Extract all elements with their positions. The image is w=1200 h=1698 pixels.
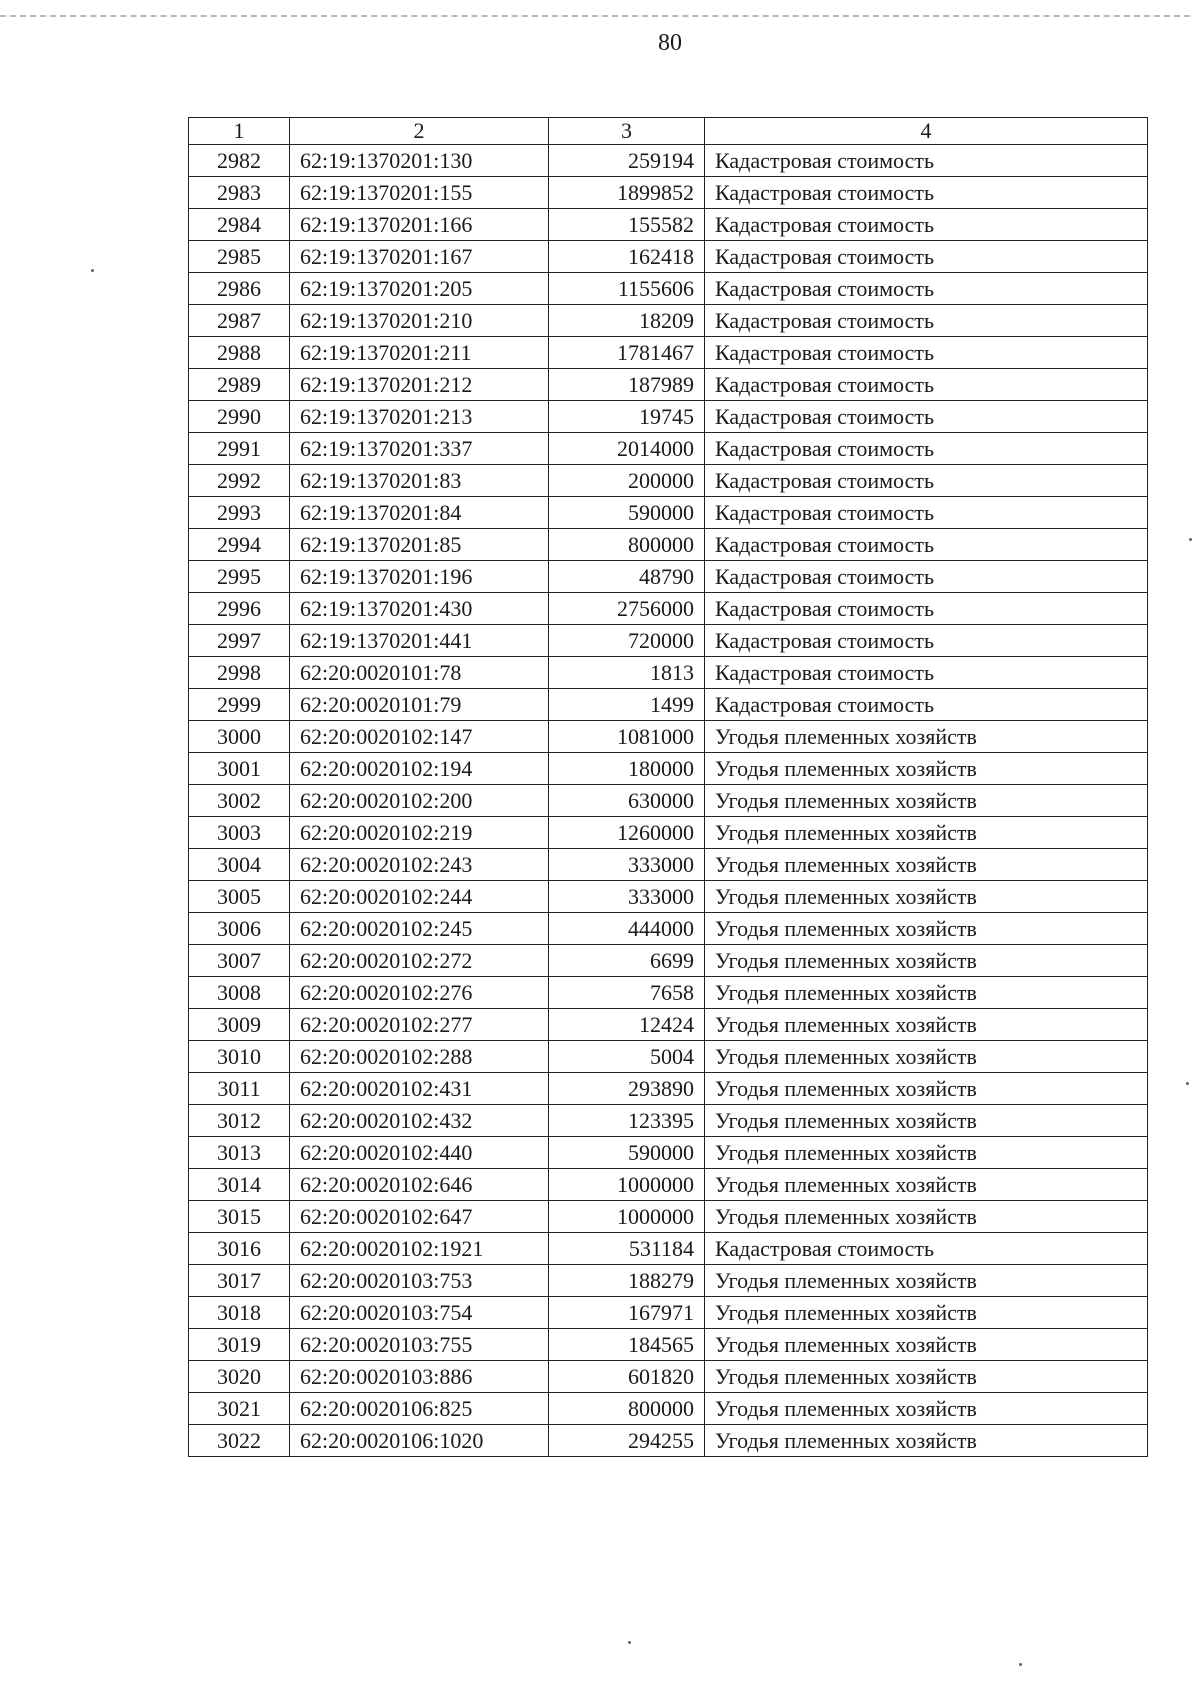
table-row (189, 273, 1148, 305)
row-number: 2996 (189, 593, 290, 625)
table-row (189, 1137, 1148, 1169)
description-cell: Угодья племенных хозяйств (705, 1137, 1148, 1169)
value-cell: 444000 (549, 913, 705, 945)
description-cell: Угодья племенных хозяйств (705, 881, 1148, 913)
value-cell: 294255 (549, 1425, 705, 1457)
value-cell: 187989 (549, 369, 705, 401)
row-number: 3002 (189, 785, 290, 817)
row-number: 3021 (189, 1393, 290, 1425)
description-cell: Угодья племенных хозяйств (705, 1073, 1148, 1105)
value-cell: 1899852 (549, 177, 705, 209)
value-cell: 1499 (549, 689, 705, 721)
cadastral-number: 62:20:0020103:886 (290, 1361, 549, 1393)
scan-speck (628, 1641, 631, 1644)
table-row (189, 1009, 1148, 1041)
row-number: 2982 (189, 145, 290, 177)
table-row (189, 1297, 1148, 1329)
value-cell: 630000 (549, 785, 705, 817)
cadastral-number: 62:19:1370201:213 (290, 401, 549, 433)
header-col-2: 2 (290, 118, 549, 145)
cadastral-number: 62:20:0020102:276 (290, 977, 549, 1009)
description-cell: Угодья племенных хозяйств (705, 785, 1148, 817)
table-row (189, 337, 1148, 369)
value-cell: 7658 (549, 977, 705, 1009)
table-row (189, 561, 1148, 593)
description-cell: Угодья племенных хозяйств (705, 1169, 1148, 1201)
table-row (189, 1265, 1148, 1297)
row-number: 3015 (189, 1201, 290, 1233)
description-cell: Кадастровая стоимость (705, 433, 1148, 465)
description-cell: Кадастровая стоимость (705, 305, 1148, 337)
cadastral-number: 62:20:0020102:1921 (290, 1233, 549, 1265)
scan-speck (1189, 538, 1192, 541)
description-cell: Угодья племенных хозяйств (705, 945, 1148, 977)
row-number: 3022 (189, 1425, 290, 1457)
value-cell: 19745 (549, 401, 705, 433)
cadastral-number: 62:19:1370201:211 (290, 337, 549, 369)
row-number: 3016 (189, 1233, 290, 1265)
row-number: 3018 (189, 1297, 290, 1329)
cadastral-number: 62:20:0020102:431 (290, 1073, 549, 1105)
cadastral-number: 62:20:0020101:79 (290, 689, 549, 721)
row-number: 2992 (189, 465, 290, 497)
cadastral-number: 62:20:0020106:1020 (290, 1425, 549, 1457)
table-row (189, 753, 1148, 785)
cadastral-number: 62:19:1370201:441 (290, 625, 549, 657)
value-cell: 800000 (549, 1393, 705, 1425)
row-number: 2985 (189, 241, 290, 273)
value-cell: 188279 (549, 1265, 705, 1297)
row-number: 2998 (189, 657, 290, 689)
description-cell: Кадастровая стоимость (705, 369, 1148, 401)
row-number: 3019 (189, 1329, 290, 1361)
cadastral-number: 62:19:1370201:167 (290, 241, 549, 273)
page-number: 80 (658, 30, 682, 56)
row-number: 3009 (189, 1009, 290, 1041)
header-row (189, 118, 1148, 145)
value-cell: 531184 (549, 1233, 705, 1265)
description-cell: Угодья племенных хозяйств (705, 817, 1148, 849)
row-number: 2994 (189, 529, 290, 561)
cadastral-number: 62:19:1370201:83 (290, 465, 549, 497)
description-cell: Кадастровая стоимость (705, 689, 1148, 721)
cadastral-number: 62:20:0020102:194 (290, 753, 549, 785)
row-number: 2990 (189, 401, 290, 433)
value-cell: 1781467 (549, 337, 705, 369)
table-row (189, 977, 1148, 1009)
description-cell: Угодья племенных хозяйств (705, 1105, 1148, 1137)
table-row (189, 817, 1148, 849)
value-cell: 5004 (549, 1041, 705, 1073)
row-number: 2987 (189, 305, 290, 337)
table-row (189, 497, 1148, 529)
scan-speck (91, 269, 94, 272)
description-cell: Кадастровая стоимость (705, 657, 1148, 689)
value-cell: 155582 (549, 209, 705, 241)
table-row (189, 721, 1148, 753)
cadastral-number: 62:19:1370201:130 (290, 145, 549, 177)
description-cell: Кадастровая стоимость (705, 273, 1148, 305)
row-number: 2993 (189, 497, 290, 529)
description-cell: Угодья племенных хозяйств (705, 1297, 1148, 1329)
table-row (189, 465, 1148, 497)
value-cell: 590000 (549, 1137, 705, 1169)
table-row (189, 369, 1148, 401)
row-number: 2984 (189, 209, 290, 241)
cadastral-number: 62:20:0020102:219 (290, 817, 549, 849)
cadastral-number: 62:19:1370201:212 (290, 369, 549, 401)
value-cell: 123395 (549, 1105, 705, 1137)
row-number: 2999 (189, 689, 290, 721)
scan-edge-line (0, 15, 1190, 17)
table-row (189, 881, 1148, 913)
value-cell: 18209 (549, 305, 705, 337)
row-number: 3003 (189, 817, 290, 849)
cadastral-number: 62:19:1370201:84 (290, 497, 549, 529)
value-cell: 167971 (549, 1297, 705, 1329)
row-number: 3011 (189, 1073, 290, 1105)
description-cell: Угодья племенных хозяйств (705, 1041, 1148, 1073)
table-row (189, 945, 1148, 977)
value-cell: 162418 (549, 241, 705, 273)
cadastral-number: 62:19:1370201:205 (290, 273, 549, 305)
table-row (189, 849, 1148, 881)
table-row (189, 689, 1148, 721)
value-cell: 1260000 (549, 817, 705, 849)
row-number: 3000 (189, 721, 290, 753)
description-cell: Кадастровая стоимость (705, 593, 1148, 625)
description-cell: Угодья племенных хозяйств (705, 1393, 1148, 1425)
cadastral-table (188, 117, 1148, 1457)
cadastral-number: 62:19:1370201:196 (290, 561, 549, 593)
description-cell: Угодья племенных хозяйств (705, 913, 1148, 945)
table-row (189, 1073, 1148, 1105)
row-number: 3008 (189, 977, 290, 1009)
table-row (189, 1361, 1148, 1393)
cadastral-number: 62:20:0020102:244 (290, 881, 549, 913)
cadastral-number: 62:19:1370201:85 (290, 529, 549, 561)
value-cell: 1813 (549, 657, 705, 689)
cadastral-number: 62:20:0020102:243 (290, 849, 549, 881)
table-row (189, 401, 1148, 433)
value-cell: 6699 (549, 945, 705, 977)
row-number: 3006 (189, 913, 290, 945)
description-cell: Угодья племенных хозяйств (705, 1265, 1148, 1297)
value-cell: 1000000 (549, 1201, 705, 1233)
cadastral-number: 62:20:0020102:647 (290, 1201, 549, 1233)
header-col-1: 1 (189, 118, 290, 145)
table-row (189, 241, 1148, 273)
table-row (189, 177, 1148, 209)
description-cell: Кадастровая стоимость (705, 177, 1148, 209)
table-row (189, 433, 1148, 465)
value-cell: 2756000 (549, 593, 705, 625)
cadastral-number: 62:20:0020102:440 (290, 1137, 549, 1169)
scan-speck (1019, 1663, 1022, 1666)
value-cell: 184565 (549, 1329, 705, 1361)
table-row (189, 1393, 1148, 1425)
description-cell: Кадастровая стоимость (705, 497, 1148, 529)
description-cell: Угодья племенных хозяйств (705, 1361, 1148, 1393)
description-cell: Угодья племенных хозяйств (705, 721, 1148, 753)
table-body (189, 145, 1148, 1457)
table-row (189, 209, 1148, 241)
cadastral-number: 62:20:0020102:200 (290, 785, 549, 817)
row-number: 3017 (189, 1265, 290, 1297)
row-number: 3014 (189, 1169, 290, 1201)
table-row (189, 1105, 1148, 1137)
description-cell: Кадастровая стоимость (705, 561, 1148, 593)
value-cell: 2014000 (549, 433, 705, 465)
cadastral-number: 62:19:1370201:210 (290, 305, 549, 337)
description-cell: Кадастровая стоимость (705, 241, 1148, 273)
description-cell: Угодья племенных хозяйств (705, 977, 1148, 1009)
header-col-3: 3 (549, 118, 705, 145)
cadastral-number: 62:20:0020102:432 (290, 1105, 549, 1137)
value-cell: 1081000 (549, 721, 705, 753)
row-number: 3005 (189, 881, 290, 913)
cadastral-number: 62:20:0020103:753 (290, 1265, 549, 1297)
table-row (189, 593, 1148, 625)
table-row (189, 1329, 1148, 1361)
value-cell: 720000 (549, 625, 705, 657)
cadastral-number: 62:19:1370201:430 (290, 593, 549, 625)
header-col-4: 4 (705, 118, 1148, 145)
value-cell: 48790 (549, 561, 705, 593)
row-number: 3010 (189, 1041, 290, 1073)
value-cell: 800000 (549, 529, 705, 561)
scan-speck (1186, 1082, 1189, 1085)
cadastral-number: 62:20:0020103:754 (290, 1297, 549, 1329)
description-cell: Угодья племенных хозяйств (705, 1201, 1148, 1233)
row-number: 2991 (189, 433, 290, 465)
row-number: 3012 (189, 1105, 290, 1137)
value-cell: 1000000 (549, 1169, 705, 1201)
table-row (189, 1425, 1148, 1457)
row-number: 2997 (189, 625, 290, 657)
description-cell: Кадастровая стоимость (705, 145, 1148, 177)
table-header (189, 118, 1148, 145)
value-cell: 200000 (549, 465, 705, 497)
value-cell: 601820 (549, 1361, 705, 1393)
description-cell: Кадастровая стоимость (705, 529, 1148, 561)
table-row (189, 529, 1148, 561)
table-row (189, 1169, 1148, 1201)
row-number: 2983 (189, 177, 290, 209)
cadastral-number: 62:20:0020102:147 (290, 721, 549, 753)
value-cell: 259194 (549, 145, 705, 177)
description-cell: Угодья племенных хозяйств (705, 1425, 1148, 1457)
table-row (189, 305, 1148, 337)
value-cell: 293890 (549, 1073, 705, 1105)
cadastral-number: 62:20:0020102:646 (290, 1169, 549, 1201)
cadastral-number: 62:20:0020102:288 (290, 1041, 549, 1073)
cadastral-number: 62:19:1370201:166 (290, 209, 549, 241)
description-cell: Кадастровая стоимость (705, 465, 1148, 497)
row-number: 2995 (189, 561, 290, 593)
row-number: 3004 (189, 849, 290, 881)
description-cell: Угодья племенных хозяйств (705, 1329, 1148, 1361)
value-cell: 333000 (549, 849, 705, 881)
cadastral-number: 62:20:0020106:825 (290, 1393, 549, 1425)
cadastral-number: 62:19:1370201:337 (290, 433, 549, 465)
table-row (189, 145, 1148, 177)
description-cell: Угодья племенных хозяйств (705, 849, 1148, 881)
table-row (189, 1201, 1148, 1233)
cadastral-number: 62:20:0020102:277 (290, 1009, 549, 1041)
cadastral-number: 62:20:0020102:272 (290, 945, 549, 977)
table-row (189, 657, 1148, 689)
table-row (189, 1041, 1148, 1073)
description-cell: Кадастровая стоимость (705, 401, 1148, 433)
row-number: 2988 (189, 337, 290, 369)
description-cell: Кадастровая стоимость (705, 337, 1148, 369)
value-cell: 180000 (549, 753, 705, 785)
description-cell: Угодья племенных хозяйств (705, 753, 1148, 785)
row-number: 2986 (189, 273, 290, 305)
description-cell: Кадастровая стоимость (705, 625, 1148, 657)
cadastral-number: 62:19:1370201:155 (290, 177, 549, 209)
description-cell: Кадастровая стоимость (705, 209, 1148, 241)
cadastral-number: 62:20:0020101:78 (290, 657, 549, 689)
cadastral-number: 62:20:0020102:245 (290, 913, 549, 945)
value-cell: 1155606 (549, 273, 705, 305)
value-cell: 590000 (549, 497, 705, 529)
value-cell: 333000 (549, 881, 705, 913)
table-row (189, 913, 1148, 945)
description-cell: Угодья племенных хозяйств (705, 1009, 1148, 1041)
value-cell: 12424 (549, 1009, 705, 1041)
table-row (189, 625, 1148, 657)
row-number: 3013 (189, 1137, 290, 1169)
description-cell: Кадастровая стоимость (705, 1233, 1148, 1265)
row-number: 3020 (189, 1361, 290, 1393)
row-number: 3007 (189, 945, 290, 977)
cadastral-number: 62:20:0020103:755 (290, 1329, 549, 1361)
table-row (189, 785, 1148, 817)
table-row (189, 1233, 1148, 1265)
row-number: 2989 (189, 369, 290, 401)
row-number: 3001 (189, 753, 290, 785)
